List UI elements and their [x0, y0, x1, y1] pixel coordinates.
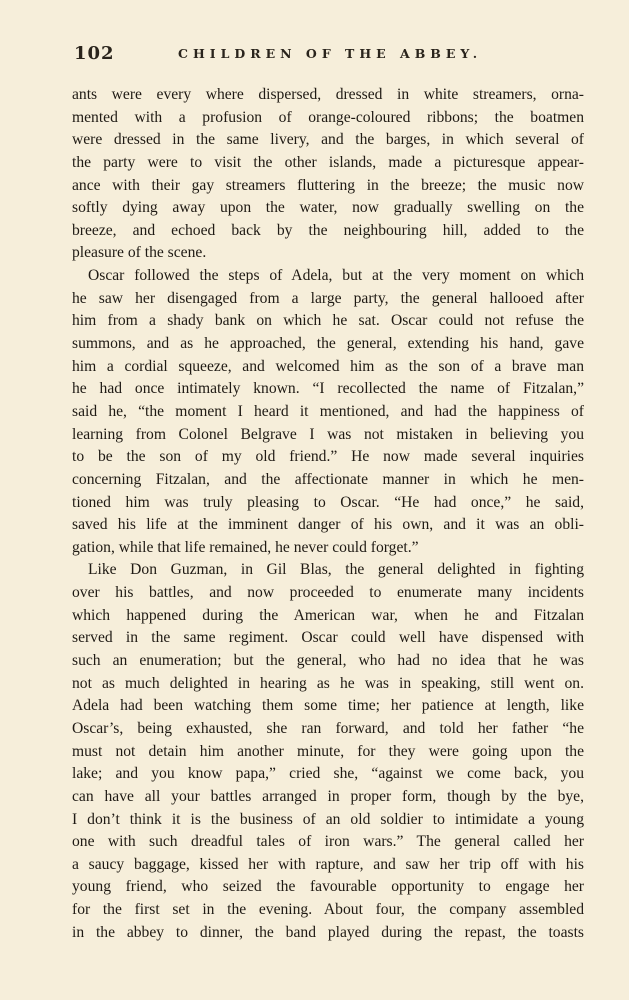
text-line: ance with their gay streamers fluttering in the breeze; the music now [72, 176, 584, 194]
body-text [72, 84, 584, 944]
text-line: him a cordial squeeze, and welcomed him as the son of a brave man [72, 357, 584, 375]
text-line: him from a shady bank on which he sat. Oscar could not refuse the [72, 312, 584, 330]
text-line: breeze, and echoed back by the neighbouring hill, added to the [72, 221, 584, 239]
text-line: young friend, who seized the favourable opportunity to engage her [72, 878, 584, 896]
text-line: he saw her disengaged from a large party, the general hallooed after [72, 289, 584, 307]
text-line: served in the same regiment. Oscar could well have dispensed with [72, 629, 584, 647]
text-line: softly dying away upon the water, now gradually swelling on the [72, 199, 584, 217]
text-line: he had once intimately known. “I recollected the name of Fitzalan,” [72, 380, 584, 398]
text-line: Adela had been watching them some time; her patience at length, like [72, 697, 584, 715]
text-line: can have all your battles arranged in proper form, though by the bye, [72, 787, 584, 805]
text-line: to be the son of my old friend.” He now made several inquiries [72, 448, 584, 466]
text-line: tioned him was truly pleasing to Oscar. “He had once,” he said, [72, 493, 584, 511]
text-line: I don’t think it is the business of an old soldier to intimidate a young [72, 810, 584, 828]
text-line: not as much delighted in hearing as he was in speaking, still went on. [72, 674, 584, 692]
text-line: lake; and you know papa,” cried she, “against we come back, you [72, 765, 584, 783]
text-line: Oscar followed the steps of Adela, but at the very moment on which [88, 267, 584, 285]
text-line: pleasure of the scene. [72, 244, 207, 262]
text-line: Like Don Guzman, in Gil Blas, the general delighted in fighting [88, 561, 584, 579]
text-line: a saucy baggage, kissed her with rapture, and saw her trip off with his [72, 855, 584, 873]
text-line: said he, “the moment I heard it mentioned, and had the happiness of [72, 402, 584, 420]
text-line: learning from Colonel Belgrave I was not mistaken in believing you [72, 425, 584, 443]
page-header [74, 43, 484, 67]
text-line: gation, while that life remained, he never could forget.” [72, 538, 419, 556]
text-line: one with such dreadful tales of iron wars.” The general called her [72, 833, 584, 851]
text-line: the party were to visit the other islands, made a picturesque appear- [72, 153, 584, 171]
text-line: were dressed in the same livery, and the barges, in which several of [72, 131, 584, 149]
text-line: which happened during the American war, when he and Fitzalan [72, 606, 584, 624]
page-number: 102 [74, 43, 115, 64]
text-line: for the first set in the evening. About four, the company assembled [72, 901, 584, 919]
text-line: saved his life at the imminent danger of his own, and it was an obli- [72, 516, 584, 534]
running-head: CHILDREN OF THE ABBEY. [178, 46, 483, 61]
text-line: mented with a profusion of orange-coloured ribbons; the boatmen [72, 108, 584, 126]
text-line: Oscar’s, being exhausted, she ran forward, and told her father “he [72, 719, 584, 737]
text-line: such an enumeration; but the general, who had no idea that he was [72, 652, 584, 670]
text-line: concerning Fitzalan, and the affectionate manner in which he men- [72, 470, 584, 488]
text-line: ants were every where dispersed, dressed in white streamers, orna- [72, 86, 584, 103]
text-line: over his battles, and now proceeded to enumerate many incidents [72, 584, 584, 602]
text-line: must not detain him another minute, for they were going upon the [72, 742, 584, 760]
text-line: in the abbey to dinner, the band played during the repast, the toasts [72, 923, 584, 941]
text-line: summons, and as he approached, the general, extending his hand, gave [72, 335, 584, 353]
